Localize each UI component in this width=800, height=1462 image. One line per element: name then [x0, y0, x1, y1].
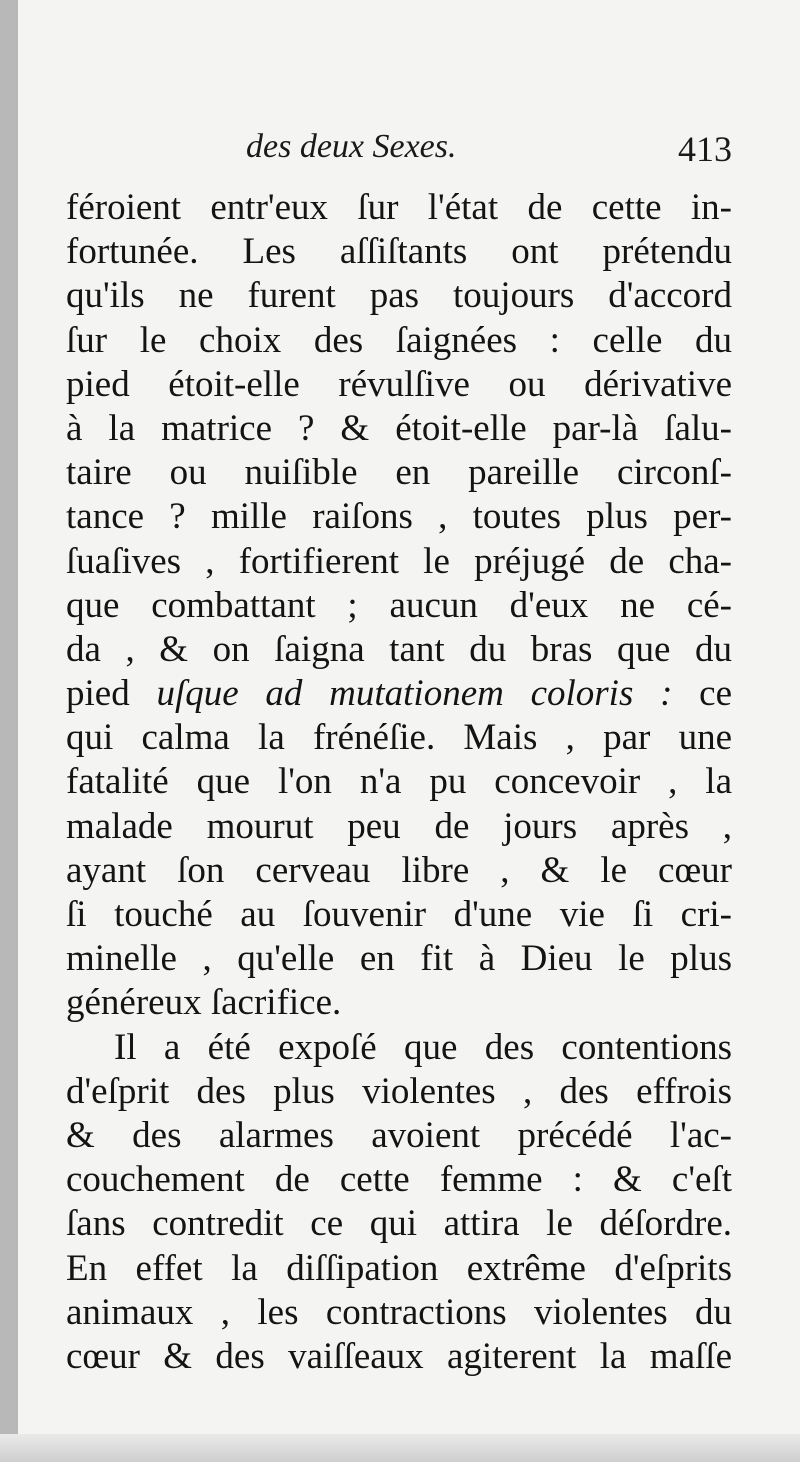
text-line: ſans contredit ce qui attira le déſordre.	[66, 1203, 732, 1245]
running-title: des deux Sexes.	[246, 128, 457, 165]
text-line: d'eſprit des plus violentes , des effrois	[66, 1070, 732, 1112]
text-line: minelle , qu'elle en fit à Dieu le plus	[66, 938, 732, 980]
text-line: cœur & des vaiſſeaux agiterent la maſſe	[66, 1335, 732, 1377]
text-line-latin	[66, 672, 732, 716]
latin-phrase: uſque ad mutationem coloris :	[156, 673, 673, 715]
text-line: ſuaſives , fortifierent le préjugé de cha-	[66, 540, 732, 582]
text-line: En effet la diſſipation extrême d'eſprits	[66, 1247, 732, 1289]
text-line: ſur le choix des ſaignées : celle du	[66, 319, 732, 361]
text-line: tance ? mille raiſons , toutes plus per-	[66, 496, 732, 538]
text-line: fortunée. Les aſſiſtants ont prétendu	[66, 231, 732, 273]
text-line: ſi touché au ſouvenir d'une vie ſi cri-	[66, 894, 732, 935]
page-bottom-shadow	[0, 1434, 800, 1462]
text-line: à la matrice ? & étoit-elle par-là ſalu-	[66, 407, 732, 449]
body-text	[66, 186, 732, 1379]
text-line: malade mourut peu de jours après ,	[66, 805, 732, 847]
text-line: fatalité que l'on n'a pu concevoir , la	[66, 761, 732, 803]
binding-margin	[0, 0, 18, 1462]
text-fragment: ce	[672, 673, 732, 715]
text-line: animaux , les contractions violentes du	[66, 1291, 732, 1333]
page-number: 413	[678, 129, 732, 169]
paragraph-end-line: généreux ſacrifice.	[66, 982, 342, 1024]
text-line: & des alarmes avoient précédé l'ac-	[66, 1114, 732, 1156]
text-line: da , & on ſaigna tant du bras que du	[66, 628, 732, 670]
text-line: qu'ils ne furent pas toujours d'accord	[66, 275, 732, 317]
text-line: ayant ſon cerveau libre , & le cœur	[66, 849, 732, 891]
paragraph-start-line: Il a été expoſé que des contentions	[114, 1026, 732, 1068]
text-line: que combattant ; aucun d'eux ne cé-	[66, 584, 732, 626]
text-line: qui calma la frénéſie. Mais , par une	[66, 717, 732, 759]
text-fragment: pied	[66, 673, 157, 715]
running-head	[66, 128, 732, 174]
text-line: pied étoit-elle révulſive ou dérivative	[66, 363, 732, 405]
text-line: taire ou nuiſible en pareille circonſ-	[66, 452, 732, 494]
text-line: féroient entr'eux ſur l'état de cette in-	[66, 187, 732, 228]
text-line: couchement de cette femme : & c'eſt	[66, 1159, 732, 1201]
